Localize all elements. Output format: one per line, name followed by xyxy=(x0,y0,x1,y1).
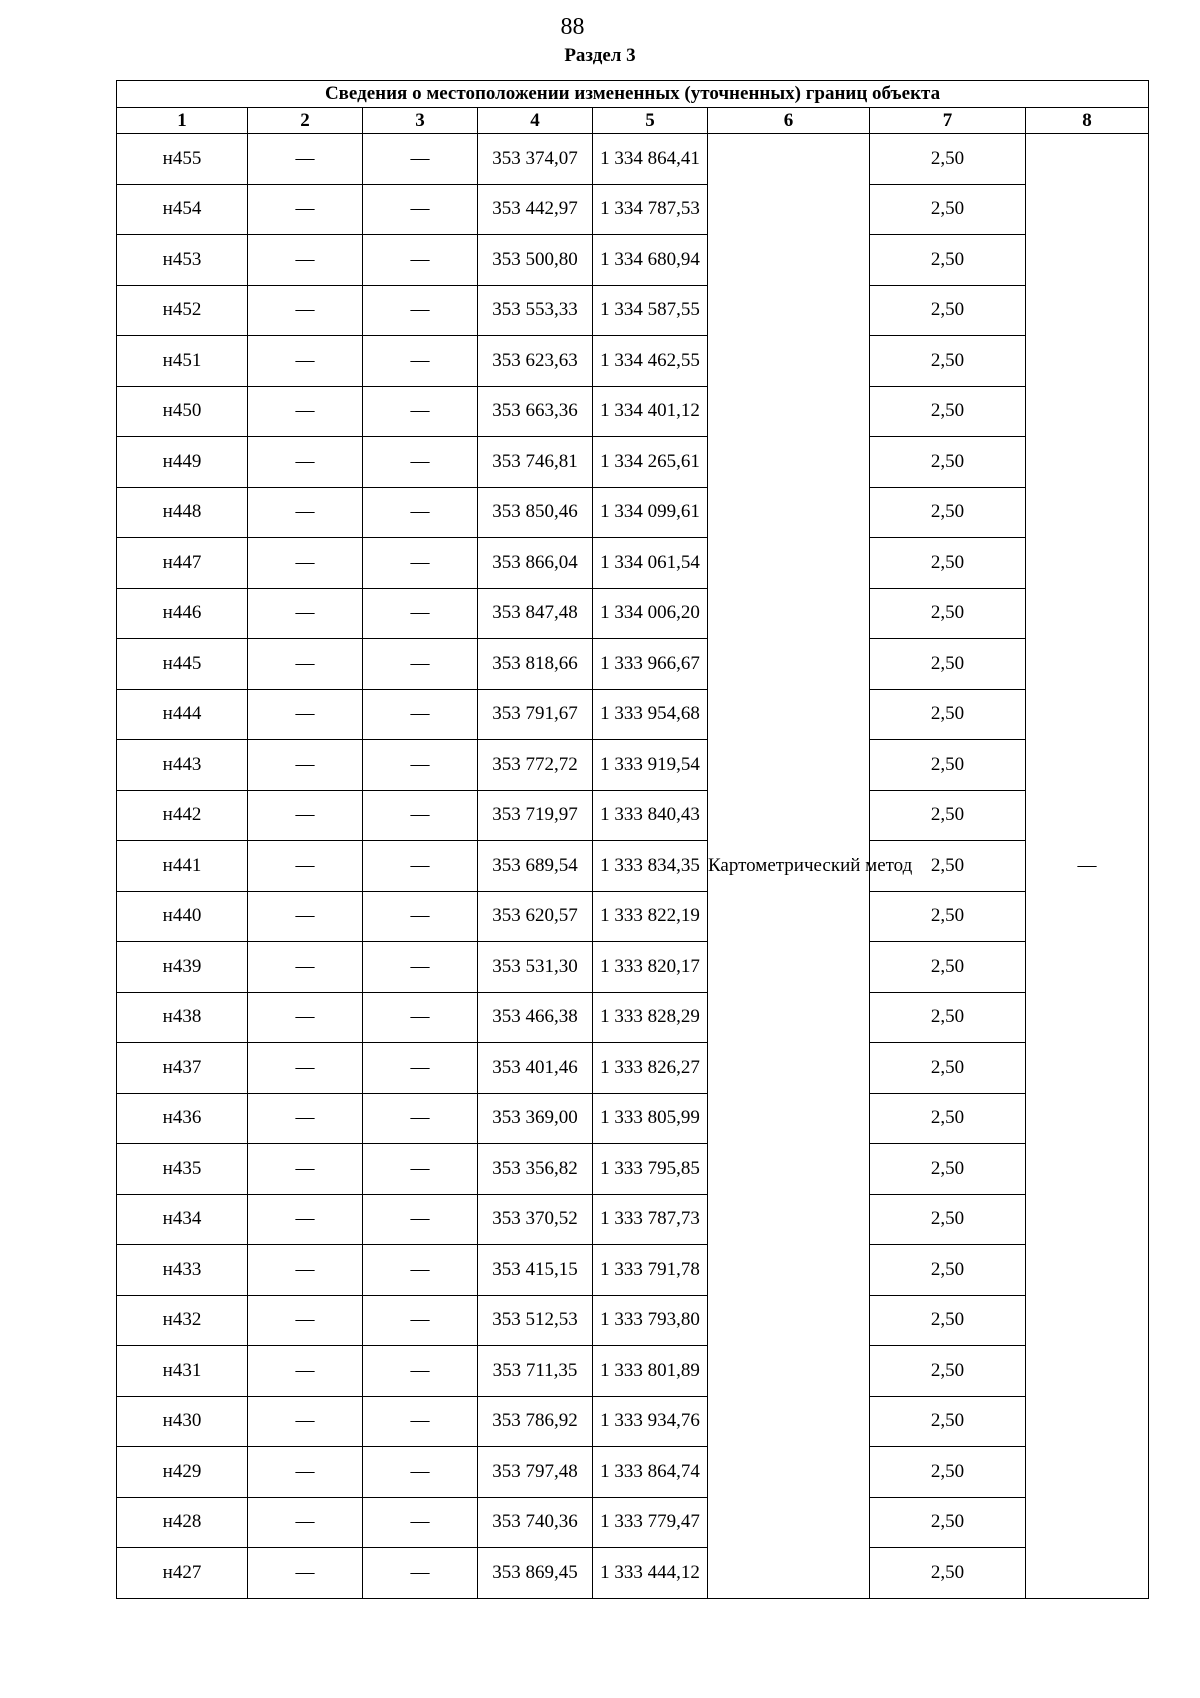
point-cell: н435 xyxy=(117,1144,248,1195)
column-3-cell: — xyxy=(363,841,478,892)
column-2-cell: — xyxy=(248,689,363,740)
y-coordinate-cell: 1 333 934,76 xyxy=(593,1396,708,1447)
column-2-cell: — xyxy=(248,790,363,841)
table-row xyxy=(117,538,1149,589)
table-row xyxy=(117,891,1149,942)
column-3-cell: — xyxy=(363,1497,478,1548)
column-3-cell: — xyxy=(363,336,478,387)
table-row xyxy=(117,285,1149,336)
point-cell: н438 xyxy=(117,992,248,1043)
column-3-cell: — xyxy=(363,386,478,437)
point-cell: н430 xyxy=(117,1396,248,1447)
x-coordinate-cell: 353 356,82 xyxy=(478,1144,593,1195)
accuracy-cell: 2,50 xyxy=(870,386,1026,437)
column-2-cell: — xyxy=(248,1144,363,1195)
point-cell: н440 xyxy=(117,891,248,942)
column-2-cell: — xyxy=(248,841,363,892)
point-cell: н437 xyxy=(117,1043,248,1094)
y-coordinate-cell: 1 334 680,94 xyxy=(593,235,708,286)
column-3-cell: — xyxy=(363,134,478,185)
y-coordinate-cell: 1 333 801,89 xyxy=(593,1346,708,1397)
x-coordinate-cell: 353 847,48 xyxy=(478,588,593,639)
x-coordinate-cell: 353 374,07 xyxy=(478,134,593,185)
x-coordinate-cell: 353 623,63 xyxy=(478,336,593,387)
table-row xyxy=(117,1245,1149,1296)
x-coordinate-cell: 353 772,72 xyxy=(478,740,593,791)
point-cell: н441 xyxy=(117,841,248,892)
table-row xyxy=(117,841,1149,892)
point-cell: н454 xyxy=(117,184,248,235)
column-2-cell: — xyxy=(248,992,363,1043)
column-3-cell: — xyxy=(363,1043,478,1094)
column-2-cell: — xyxy=(248,1396,363,1447)
y-coordinate-cell: 1 333 826,27 xyxy=(593,1043,708,1094)
column-3-cell: — xyxy=(363,1194,478,1245)
method-cell: Картометрический метод xyxy=(708,134,870,1599)
column-3-cell: — xyxy=(363,1144,478,1195)
y-coordinate-cell: 1 334 265,61 xyxy=(593,437,708,488)
accuracy-cell: 2,50 xyxy=(870,134,1026,185)
column-2-cell: — xyxy=(248,285,363,336)
y-coordinate-cell: 1 333 795,85 xyxy=(593,1144,708,1195)
column-3-cell: — xyxy=(363,1093,478,1144)
y-coordinate-cell: 1 333 820,17 xyxy=(593,942,708,993)
accuracy-cell: 2,50 xyxy=(870,1144,1026,1195)
x-coordinate-cell: 353 370,52 xyxy=(478,1194,593,1245)
point-cell: н427 xyxy=(117,1548,248,1599)
column-3-cell: — xyxy=(363,235,478,286)
x-coordinate-cell: 353 512,53 xyxy=(478,1295,593,1346)
y-coordinate-cell: 1 333 864,74 xyxy=(593,1447,708,1498)
x-coordinate-cell: 353 663,36 xyxy=(478,386,593,437)
column-3-cell: — xyxy=(363,942,478,993)
table-row xyxy=(117,588,1149,639)
accuracy-cell: 2,50 xyxy=(870,1245,1026,1296)
accuracy-cell: 2,50 xyxy=(870,487,1026,538)
y-coordinate-cell: 1 333 822,19 xyxy=(593,891,708,942)
column-3-cell: — xyxy=(363,639,478,690)
table-row xyxy=(117,1447,1149,1498)
column-2-cell: — xyxy=(248,891,363,942)
column-number-7: 7 xyxy=(870,108,1026,134)
accuracy-cell: 2,50 xyxy=(870,790,1026,841)
x-coordinate-cell: 353 689,54 xyxy=(478,841,593,892)
table-body xyxy=(117,134,1149,1599)
y-coordinate-cell: 1 334 462,55 xyxy=(593,336,708,387)
column-2-cell: — xyxy=(248,1043,363,1094)
column-3-cell: — xyxy=(363,1346,478,1397)
column-2-cell: — xyxy=(248,1346,363,1397)
column-number-4: 4 xyxy=(478,108,593,134)
column-3-cell: — xyxy=(363,538,478,589)
accuracy-cell: 2,50 xyxy=(870,689,1026,740)
column-number-1: 1 xyxy=(117,108,248,134)
column-3-cell: — xyxy=(363,1295,478,1346)
point-cell: н444 xyxy=(117,689,248,740)
x-coordinate-cell: 353 401,46 xyxy=(478,1043,593,1094)
column-2-cell: — xyxy=(248,1194,363,1245)
column-2-cell: — xyxy=(248,1548,363,1599)
accuracy-cell: 2,50 xyxy=(870,740,1026,791)
y-coordinate-cell: 1 333 834,35 xyxy=(593,841,708,892)
point-cell: н428 xyxy=(117,1497,248,1548)
column-3-cell: — xyxy=(363,285,478,336)
point-cell: н432 xyxy=(117,1295,248,1346)
column-3-cell: — xyxy=(363,437,478,488)
column-2-cell: — xyxy=(248,487,363,538)
column-3-cell: — xyxy=(363,1548,478,1599)
table-row xyxy=(117,1043,1149,1094)
accuracy-cell: 2,50 xyxy=(870,891,1026,942)
column-number-8: 8 xyxy=(1026,108,1149,134)
column-2-cell: — xyxy=(248,1295,363,1346)
point-cell: н433 xyxy=(117,1245,248,1296)
y-coordinate-cell: 1 333 444,12 xyxy=(593,1548,708,1599)
column-2-cell: — xyxy=(248,336,363,387)
column-2-cell: — xyxy=(248,1497,363,1548)
table-row xyxy=(117,1396,1149,1447)
table-row xyxy=(117,1093,1149,1144)
point-cell: н434 xyxy=(117,1194,248,1245)
point-cell: н450 xyxy=(117,386,248,437)
column-2-cell: — xyxy=(248,538,363,589)
column-number-2: 2 xyxy=(248,108,363,134)
point-cell: н452 xyxy=(117,285,248,336)
column-2-cell: — xyxy=(248,386,363,437)
point-cell: н442 xyxy=(117,790,248,841)
point-cell: н448 xyxy=(117,487,248,538)
y-coordinate-cell: 1 334 401,12 xyxy=(593,386,708,437)
table-row xyxy=(117,689,1149,740)
accuracy-cell: 2,50 xyxy=(870,1396,1026,1447)
column-3-cell: — xyxy=(363,1245,478,1296)
table-row xyxy=(117,942,1149,993)
column-number-6: 6 xyxy=(708,108,870,134)
table-row xyxy=(117,1497,1149,1548)
y-coordinate-cell: 1 334 006,20 xyxy=(593,588,708,639)
y-coordinate-cell: 1 333 787,73 xyxy=(593,1194,708,1245)
accuracy-cell: 2,50 xyxy=(870,285,1026,336)
column-2-cell: — xyxy=(248,740,363,791)
y-coordinate-cell: 1 333 793,80 xyxy=(593,1295,708,1346)
x-coordinate-cell: 353 466,38 xyxy=(478,992,593,1043)
column-3-cell: — xyxy=(363,1396,478,1447)
x-coordinate-cell: 353 740,36 xyxy=(478,1497,593,1548)
y-coordinate-cell: 1 334 587,55 xyxy=(593,285,708,336)
table-row xyxy=(117,639,1149,690)
point-cell: н436 xyxy=(117,1093,248,1144)
x-coordinate-cell: 353 869,45 xyxy=(478,1548,593,1599)
column-2-cell: — xyxy=(248,235,363,286)
point-cell: н447 xyxy=(117,538,248,589)
column-3-cell: — xyxy=(363,891,478,942)
y-coordinate-cell: 1 333 919,54 xyxy=(593,740,708,791)
table-row xyxy=(117,790,1149,841)
table-row xyxy=(117,184,1149,235)
table-row xyxy=(117,740,1149,791)
y-coordinate-cell: 1 333 828,29 xyxy=(593,992,708,1043)
column-2-cell: — xyxy=(248,639,363,690)
table-row xyxy=(117,1194,1149,1245)
page-number: 88 xyxy=(560,14,585,40)
column-3-cell: — xyxy=(363,689,478,740)
column-8-cell: — xyxy=(1026,134,1149,1599)
column-2-cell: — xyxy=(248,1245,363,1296)
column-2-cell: — xyxy=(248,184,363,235)
x-coordinate-cell: 353 850,46 xyxy=(478,487,593,538)
table-row xyxy=(117,1295,1149,1346)
accuracy-cell: 2,50 xyxy=(870,1548,1026,1599)
column-2-cell: — xyxy=(248,588,363,639)
table-caption: Сведения о местоположении измененных (уточненных) границ объекта xyxy=(117,81,1149,108)
y-coordinate-cell: 1 334 787,53 xyxy=(593,184,708,235)
accuracy-cell: 2,50 xyxy=(870,841,1026,892)
accuracy-cell: 2,50 xyxy=(870,235,1026,286)
accuracy-cell: 2,50 xyxy=(870,1497,1026,1548)
y-coordinate-cell: 1 333 779,47 xyxy=(593,1497,708,1548)
column-3-cell: — xyxy=(363,1447,478,1498)
point-cell: н445 xyxy=(117,639,248,690)
column-3-cell: — xyxy=(363,487,478,538)
column-3-cell: — xyxy=(363,992,478,1043)
x-coordinate-cell: 353 818,66 xyxy=(478,639,593,690)
column-2-cell: — xyxy=(248,942,363,993)
x-coordinate-cell: 353 531,30 xyxy=(478,942,593,993)
point-cell: н455 xyxy=(117,134,248,185)
x-coordinate-cell: 353 620,57 xyxy=(478,891,593,942)
x-coordinate-cell: 353 415,15 xyxy=(478,1245,593,1296)
point-cell: н443 xyxy=(117,740,248,791)
column-3-cell: — xyxy=(363,588,478,639)
x-coordinate-cell: 353 442,97 xyxy=(478,184,593,235)
table-row xyxy=(117,487,1149,538)
accuracy-cell: 2,50 xyxy=(870,1093,1026,1144)
x-coordinate-cell: 353 797,48 xyxy=(478,1447,593,1498)
x-coordinate-cell: 353 866,04 xyxy=(478,538,593,589)
point-cell: н429 xyxy=(117,1447,248,1498)
accuracy-cell: 2,50 xyxy=(870,1295,1026,1346)
table-row xyxy=(117,992,1149,1043)
x-coordinate-cell: 353 719,97 xyxy=(478,790,593,841)
x-coordinate-cell: 353 500,80 xyxy=(478,235,593,286)
y-coordinate-cell: 1 334 061,54 xyxy=(593,538,708,589)
point-cell: н451 xyxy=(117,336,248,387)
accuracy-cell: 2,50 xyxy=(870,639,1026,690)
accuracy-cell: 2,50 xyxy=(870,336,1026,387)
table-row xyxy=(117,235,1149,286)
accuracy-cell: 2,50 xyxy=(870,1346,1026,1397)
column-2-cell: — xyxy=(248,437,363,488)
y-coordinate-cell: 1 334 099,61 xyxy=(593,487,708,538)
table-row xyxy=(117,134,1149,185)
column-3-cell: — xyxy=(363,184,478,235)
x-coordinate-cell: 353 786,92 xyxy=(478,1396,593,1447)
table-row xyxy=(117,1144,1149,1195)
column-2-cell: — xyxy=(248,134,363,185)
y-coordinate-cell: 1 333 805,99 xyxy=(593,1093,708,1144)
column-2-cell: — xyxy=(248,1447,363,1498)
y-coordinate-cell: 1 333 954,68 xyxy=(593,689,708,740)
section-title: Раздел 3 xyxy=(564,45,636,66)
column-number-3: 3 xyxy=(363,108,478,134)
accuracy-cell: 2,50 xyxy=(870,437,1026,488)
column-3-cell: — xyxy=(363,740,478,791)
accuracy-cell: 2,50 xyxy=(870,588,1026,639)
point-cell: н439 xyxy=(117,942,248,993)
accuracy-cell: 2,50 xyxy=(870,1447,1026,1498)
y-coordinate-cell: 1 334 864,41 xyxy=(593,134,708,185)
column-number-row xyxy=(117,108,1149,134)
accuracy-cell: 2,50 xyxy=(870,992,1026,1043)
table-row xyxy=(117,437,1149,488)
accuracy-cell: 2,50 xyxy=(870,1194,1026,1245)
x-coordinate-cell: 353 553,33 xyxy=(478,285,593,336)
boundary-coordinates-table xyxy=(116,80,1149,1599)
table-row xyxy=(117,336,1149,387)
x-coordinate-cell: 353 746,81 xyxy=(478,437,593,488)
point-cell: н449 xyxy=(117,437,248,488)
column-3-cell: — xyxy=(363,790,478,841)
accuracy-cell: 2,50 xyxy=(870,538,1026,589)
x-coordinate-cell: 353 711,35 xyxy=(478,1346,593,1397)
column-number-5: 5 xyxy=(593,108,708,134)
x-coordinate-cell: 353 791,67 xyxy=(478,689,593,740)
table-row xyxy=(117,1548,1149,1599)
column-2-cell: — xyxy=(248,1093,363,1144)
accuracy-cell: 2,50 xyxy=(870,942,1026,993)
accuracy-cell: 2,50 xyxy=(870,184,1026,235)
point-cell: н446 xyxy=(117,588,248,639)
point-cell: н431 xyxy=(117,1346,248,1397)
accuracy-cell: 2,50 xyxy=(870,1043,1026,1094)
point-cell: н453 xyxy=(117,235,248,286)
y-coordinate-cell: 1 333 840,43 xyxy=(593,790,708,841)
x-coordinate-cell: 353 369,00 xyxy=(478,1093,593,1144)
y-coordinate-cell: 1 333 966,67 xyxy=(593,639,708,690)
table-row xyxy=(117,386,1149,437)
y-coordinate-cell: 1 333 791,78 xyxy=(593,1245,708,1296)
table-row xyxy=(117,1346,1149,1397)
